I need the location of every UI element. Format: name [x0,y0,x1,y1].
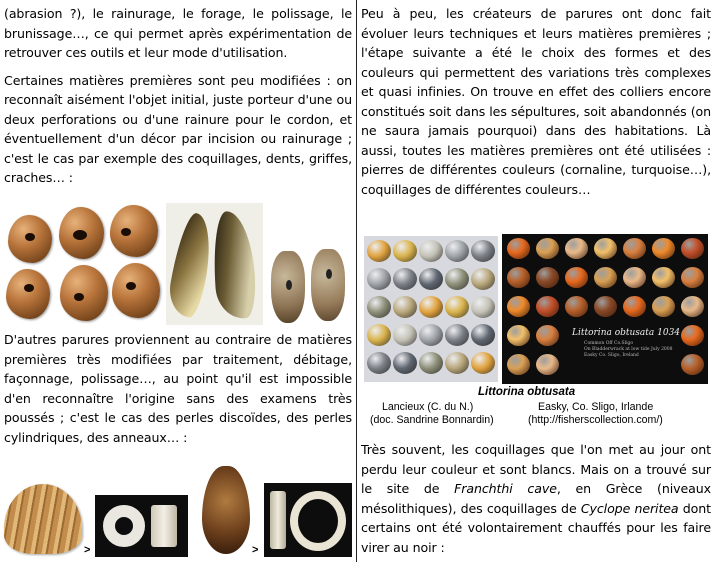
littorina-easky-photo [502,234,708,384]
para-text: dont certains ont été volontairement chauffés pour les faire virer au noir : [361,500,711,555]
snail-shell [536,238,559,259]
snail-shell [507,238,530,259]
snail-shell [594,267,617,288]
snail-shell [681,354,704,375]
snail-shell [445,324,469,346]
snail-shell [623,238,646,259]
para-text: , en Grèce (niveaux mésolithiques), des coquillages de [361,481,711,516]
caption-title: Littorina obtusata [478,386,576,398]
photo-small-line: On Bladderwrack at low tide July 2008 [584,347,673,352]
shell-blank-photo [202,466,250,554]
column-divider [356,0,357,562]
snail-shell [445,268,469,290]
snail-shell [507,296,530,317]
snail-shell [471,352,495,374]
snail-shell [393,240,417,262]
species-name: Cyclope neritea [580,500,679,516]
caption-right-1: Easky, Co. Sligo, Irlande [538,401,654,413]
snail-shell [445,296,469,318]
left-paragraph-3: D'autres parures proviennent au contraire de matières premières très modifiées par traitement, débitage, façonnage, polissage…, au point qu'il est impossible d'en reconnaître l'origine sans des examens très poussés ; c'est le cas des perles discoïdes, des perles cylindriques, des anneaux… : [4,332,352,445]
pendants-photo [265,245,353,325]
snail-shell [536,354,559,375]
left-paragraph-1: (abrasion ?), le rainurage, le forage, le polissage, le brunissage…, ce qui permet après expérimentation de retrouver ces outils et leur mode d'utilisation. [4,6,352,60]
snail-shell [507,354,530,375]
snail-shell [681,238,704,259]
pierced-teeth-photo [166,203,263,325]
snail-shell [594,296,617,317]
snail-shell [652,267,675,288]
snail-shell [565,267,588,288]
snail-shell [471,268,495,290]
snail-shell [445,352,469,374]
snail-shell [623,296,646,317]
arrow-glyph: > [252,544,259,556]
snail-shell [367,324,391,346]
snail-shell [536,325,559,346]
snail-shell [471,240,495,262]
snail-shell [681,296,704,317]
snail-shell [623,267,646,288]
right-paragraph-2 [361,440,711,557]
snail-shell [536,267,559,288]
caption-left-2: (doc. Sandrine Bonnardin) [370,414,494,426]
right-column [361,4,711,199]
arrow-glyph: > [84,544,91,556]
snail-shell [565,296,588,317]
photo-small-line: Easky Co. Sligo, Ireland [584,353,639,358]
site-name: Franchthi cave [454,481,557,496]
snail-shell [652,296,675,317]
snail-shell [419,324,443,346]
snail-shell [681,325,704,346]
disc-bead-photo [95,495,188,557]
littorina-lancieux-photo [364,236,498,382]
snail-shell [367,352,391,374]
snail-shell [507,267,530,288]
snail-shell [419,268,443,290]
left-paragraph-2: Certaines matières premières sont peu modifiées : on reconnaît aisément l'objet initial, juste porteur d'une ou deux perforations ou d'une rainure pour le cordon, et éventuellement d'un décor par incision ou rainurage ; c'est le cas par exemple des coquillages, dents, griffes, craches… : [4,72,352,185]
snail-shell [536,296,559,317]
snail-shell [565,238,588,259]
snail-shell [367,268,391,290]
para-text: Très souvent, les coquillages que l'on met au jour ont perdu leur couleur et sont blancs. Mais on a trouvé sur le site de [361,442,711,496]
snail-shell [367,296,391,318]
snail-shell [471,296,495,318]
snail-shell [507,325,530,346]
snail-shell [419,240,443,262]
snail-shell [393,352,417,374]
snail-shell [445,240,469,262]
snail-shell [681,267,704,288]
caption-left-1: Lancieux (C. du N.) [382,401,474,413]
snail-shell [393,268,417,290]
right-column-lower [361,440,711,557]
photo-small-line: Common Off Co.Sligo [584,341,634,346]
snail-shell [393,296,417,318]
snail-shell [367,240,391,262]
photo-title: Littorina obtusata 1034 [572,328,681,338]
right-paragraph-1: Peu à peu, les créateurs de parures ont donc fait évoluer leurs techniques et leurs matières premières ; l'étape suivante a été le choix des formes et des couleurs qui permettent des variations très complexes et quasi infinies. On trouve en effet des colliers encore constitués soit dans les sépultures, soit abandonnés (on ne saura jamais pourquoi) dans des habitations. Là aussi, toutes les matières premières ont été utilisées : pierres de différentes couleurs (cornaline, turquoise…), coquillages de différentes couleurs… [361,6,711,197]
snail-shell [393,324,417,346]
snail-shell [594,238,617,259]
ring-bead-photo [264,483,352,557]
left-column [4,4,352,188]
left-column-lower [4,330,352,447]
snail-shell [652,238,675,259]
cockle-shell-photo [4,484,82,554]
photo-small-text [584,341,673,359]
perforated-shells-photo [4,203,164,325]
caption-right-2: (http://fisherscollection.com/) [528,414,663,426]
snail-shell [419,296,443,318]
snail-shell [471,324,495,346]
snail-shell [419,352,443,374]
